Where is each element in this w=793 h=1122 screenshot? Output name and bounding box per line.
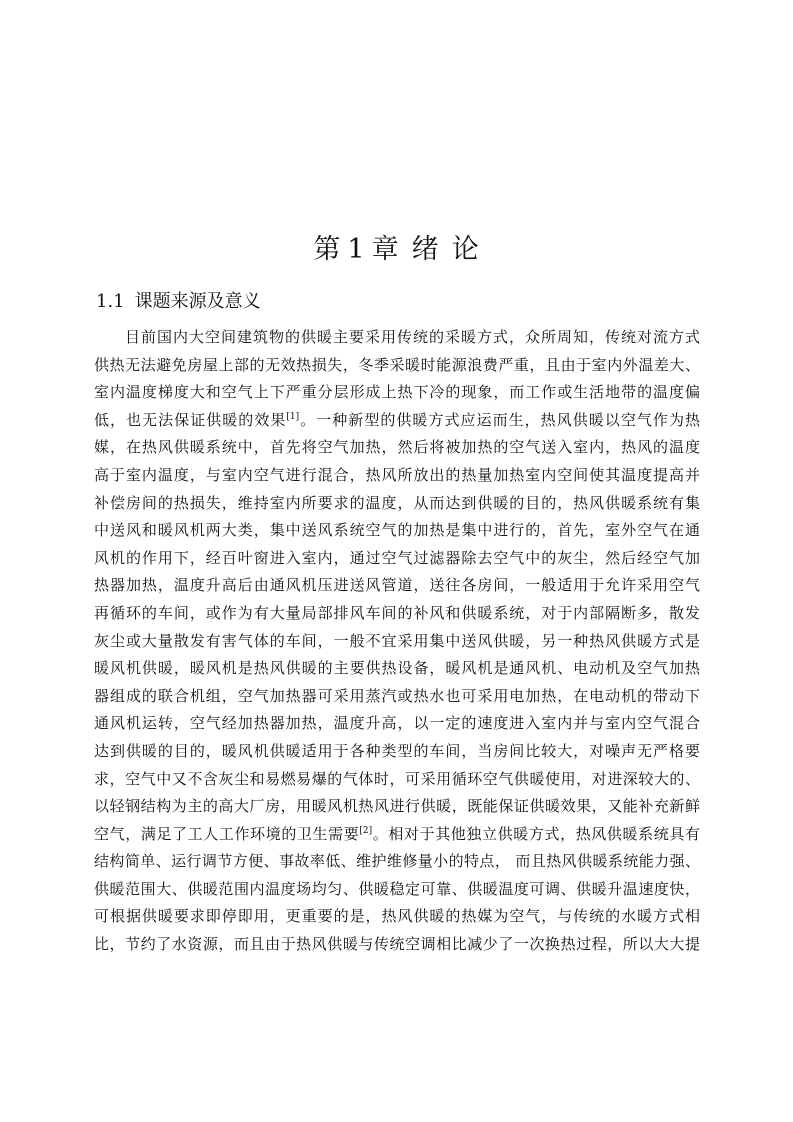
chapter-number: 1 [347,234,366,265]
paragraph-line: 室内温度梯度大和空气上下严重分层形成上热下冷的现象，而工作或生活地带的温度偏 [94,383,700,402]
chapter-title [0,230,793,270]
citation-ref-2[interactable]: [2] [359,825,373,836]
paragraph-line: 器组成的联合机组，空气加热器可采用蒸汽或热水也可采用电加热，在电动机的带动下 [94,686,700,705]
chapter-title-word-2: 论 [451,234,480,265]
paragraph-line: 达到供暖的目的，暖风机供暖适用于各种类型的车间，当房间比较大，对噪声无严格要 [94,741,700,760]
paragraph-line: 补偿房间的热损失，维持室内所要求的温度，从而达到供暖的目的，热风供暖系统有集 [94,493,700,512]
body-paragraph [94,324,700,959]
paragraph-line: 求，空气中又不含灰尘和易燃易爆的气体时，可采用循环空气供暖使用，对进深较大的、 [94,769,700,788]
paragraph-line: 再循环的车间，或作为有大量局部排风车间的补风和供暖系统，对于内部隔断多，散发 [94,603,700,622]
paragraph-fragment: 。相对于其他独立供暖方式，热风供暖系统具有 [372,824,700,843]
paragraph-line: 风机的作用下，经百叶窗进入室内，通过空气过滤器除去空气中的灰尘，然后经空气加 [94,548,700,567]
paragraph-line-with-citation [94,821,700,849]
paragraph-line: 可根据供暖要求即停即用，更重要的是，热风供暖的热媒为空气，与传统的水暖方式相 [94,907,700,926]
paragraph-line: 灰尘或大量散发有害气体的车间，一般不宜采用集中送风供暖，另一种热风供暖方式是 [94,631,700,650]
paragraph-fragment: 低，也无法保证供暖的效果 [94,410,287,429]
chapter-prefix: 第 [313,234,342,265]
paragraph-line: 通风机运转，空气经加热器加热，温度升高，以一定的速度进入室内并与室内空气混合 [94,714,700,733]
chapter-suffix: 章 [371,234,400,265]
citation-ref-1[interactable]: [1] [286,411,300,422]
section-title: 课题来源及意义 [134,291,261,312]
paragraph-line: 暖风机供暖，暖风机是热风供暖的主要供热设备，暖风机是通风机、电动机及空气加热 [94,659,700,678]
paragraph-line: 结构简单、运行调节方便、事故率低、维护维修量小的特点， 而且热风供暖系统能力强、 [94,852,700,871]
paragraph-line: 比，节约了水资源，而且由于热风供暖与传统空调相比减少了一次换热过程，所以大大提 [94,935,700,954]
paragraph-line: 以轻钢结构为主的高大厂房，用暖风机热风进行供暖，既能保证供暖效果，又能补充新鲜 [94,797,700,816]
paragraph-line: 媒，在热风供暖系统中，首先将空气加热，然后将被加热的空气送入室内，热风的温度 [94,438,700,457]
paragraph-line: 高于室内温度，与室内空气进行混合，热风所放出的热量加热室内空间使其温度提高并 [94,465,700,484]
section-number: 1.1 [96,291,125,312]
paragraph-line: 热器加热，温度升高后由通风机压进送风管道，送往各房间，一般适用于允许采用空气 [94,576,700,595]
paragraph-fragment: 。一种新型的供暖方式应运而生，热风供暖以空气作为热 [299,410,700,429]
paragraph-line: 中送风和暖风机两大类，集中送风系统空气的加热是集中进行的，首先，室外空气在通 [94,521,700,540]
section-heading [96,288,261,316]
paragraph-line-with-citation [94,407,700,435]
paragraph-line: 供热无法避免房屋上部的无效热损失，冬季采暖时能源浪费严重，且由于室内外温差大、 [94,355,700,374]
chapter-title-word-1: 绪 [411,234,440,265]
paragraph-line: 供暖范围大、供暖范围内温度场均匀、供暖稳定可靠、供暖温度可调、供暖升温速度快， [94,879,700,898]
paragraph-fragment: 空气，满足了工人工作环境的卫生需要 [94,824,360,843]
paragraph-line: 目前国内大空间建筑物的供暖主要采用传统的采暖方式，众所周知，传统对流方式 [125,328,700,346]
